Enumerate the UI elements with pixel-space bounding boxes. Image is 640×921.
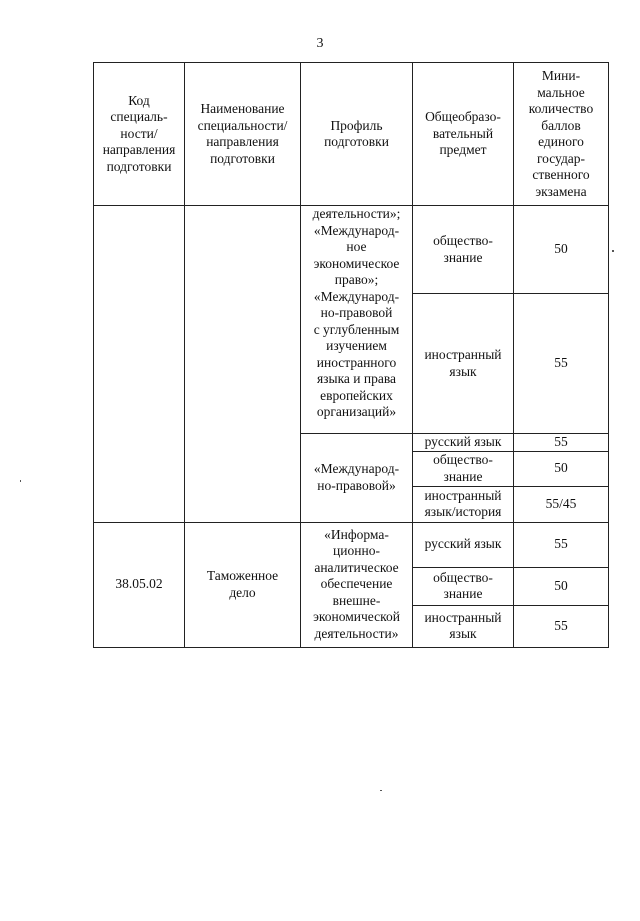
table-header-row [94,63,609,206]
header-min-score: Мини- мальное количество баллов единого государ- ственного экзамена [514,63,609,206]
subject-cell: иностранный язык/история [413,486,514,522]
code-cell-empty [94,206,185,523]
subject-cell: иностранный язык [413,605,514,647]
score-cell: 50 [514,451,609,486]
profile-cell: «Международ- но-правовой» [301,434,413,523]
subject-cell: иностранный язык [413,294,514,434]
score-cell: 50 [514,206,609,294]
table-row [94,522,609,567]
profile-cell: «Информа- ционно- аналитическое обеспечение внешне- экономической деятельности» [301,522,413,647]
header-profile: Профиль подготовки [301,63,413,206]
subject-cell: русский язык [413,434,514,452]
subject-cell: общество- знание [413,567,514,605]
scan-speck [380,790,382,791]
scan-speck [20,480,21,482]
name-cell: Таможенное дело [185,522,301,647]
header-code: Код специаль- ности/ направления подготовки [94,63,185,206]
exam-score-table [93,62,609,648]
code-cell: 38.05.02 [94,522,185,647]
scan-speck [612,250,614,252]
profile-cell: деятельности»; «Международ- ное экономическое право»; «Международ- но-правовой с углубленным изучением иностранного языка и права европейских организаций» [301,206,413,434]
header-name: Наименование специальности/ направления подготовки [185,63,301,206]
score-cell: 50 [514,567,609,605]
score-cell: 55/45 [514,486,609,522]
table-row [94,206,609,294]
score-cell: 55 [514,522,609,567]
header-subject: Общеобразо- вательный предмет [413,63,514,206]
subject-cell: русский язык [413,522,514,567]
score-cell: 55 [514,605,609,647]
score-cell: 55 [514,294,609,434]
name-cell-empty [185,206,301,523]
score-cell: 55 [514,434,609,452]
subject-cell: общество- знание [413,206,514,294]
subject-cell: общество- знание [413,451,514,486]
page-number: 3 [316,36,324,51]
